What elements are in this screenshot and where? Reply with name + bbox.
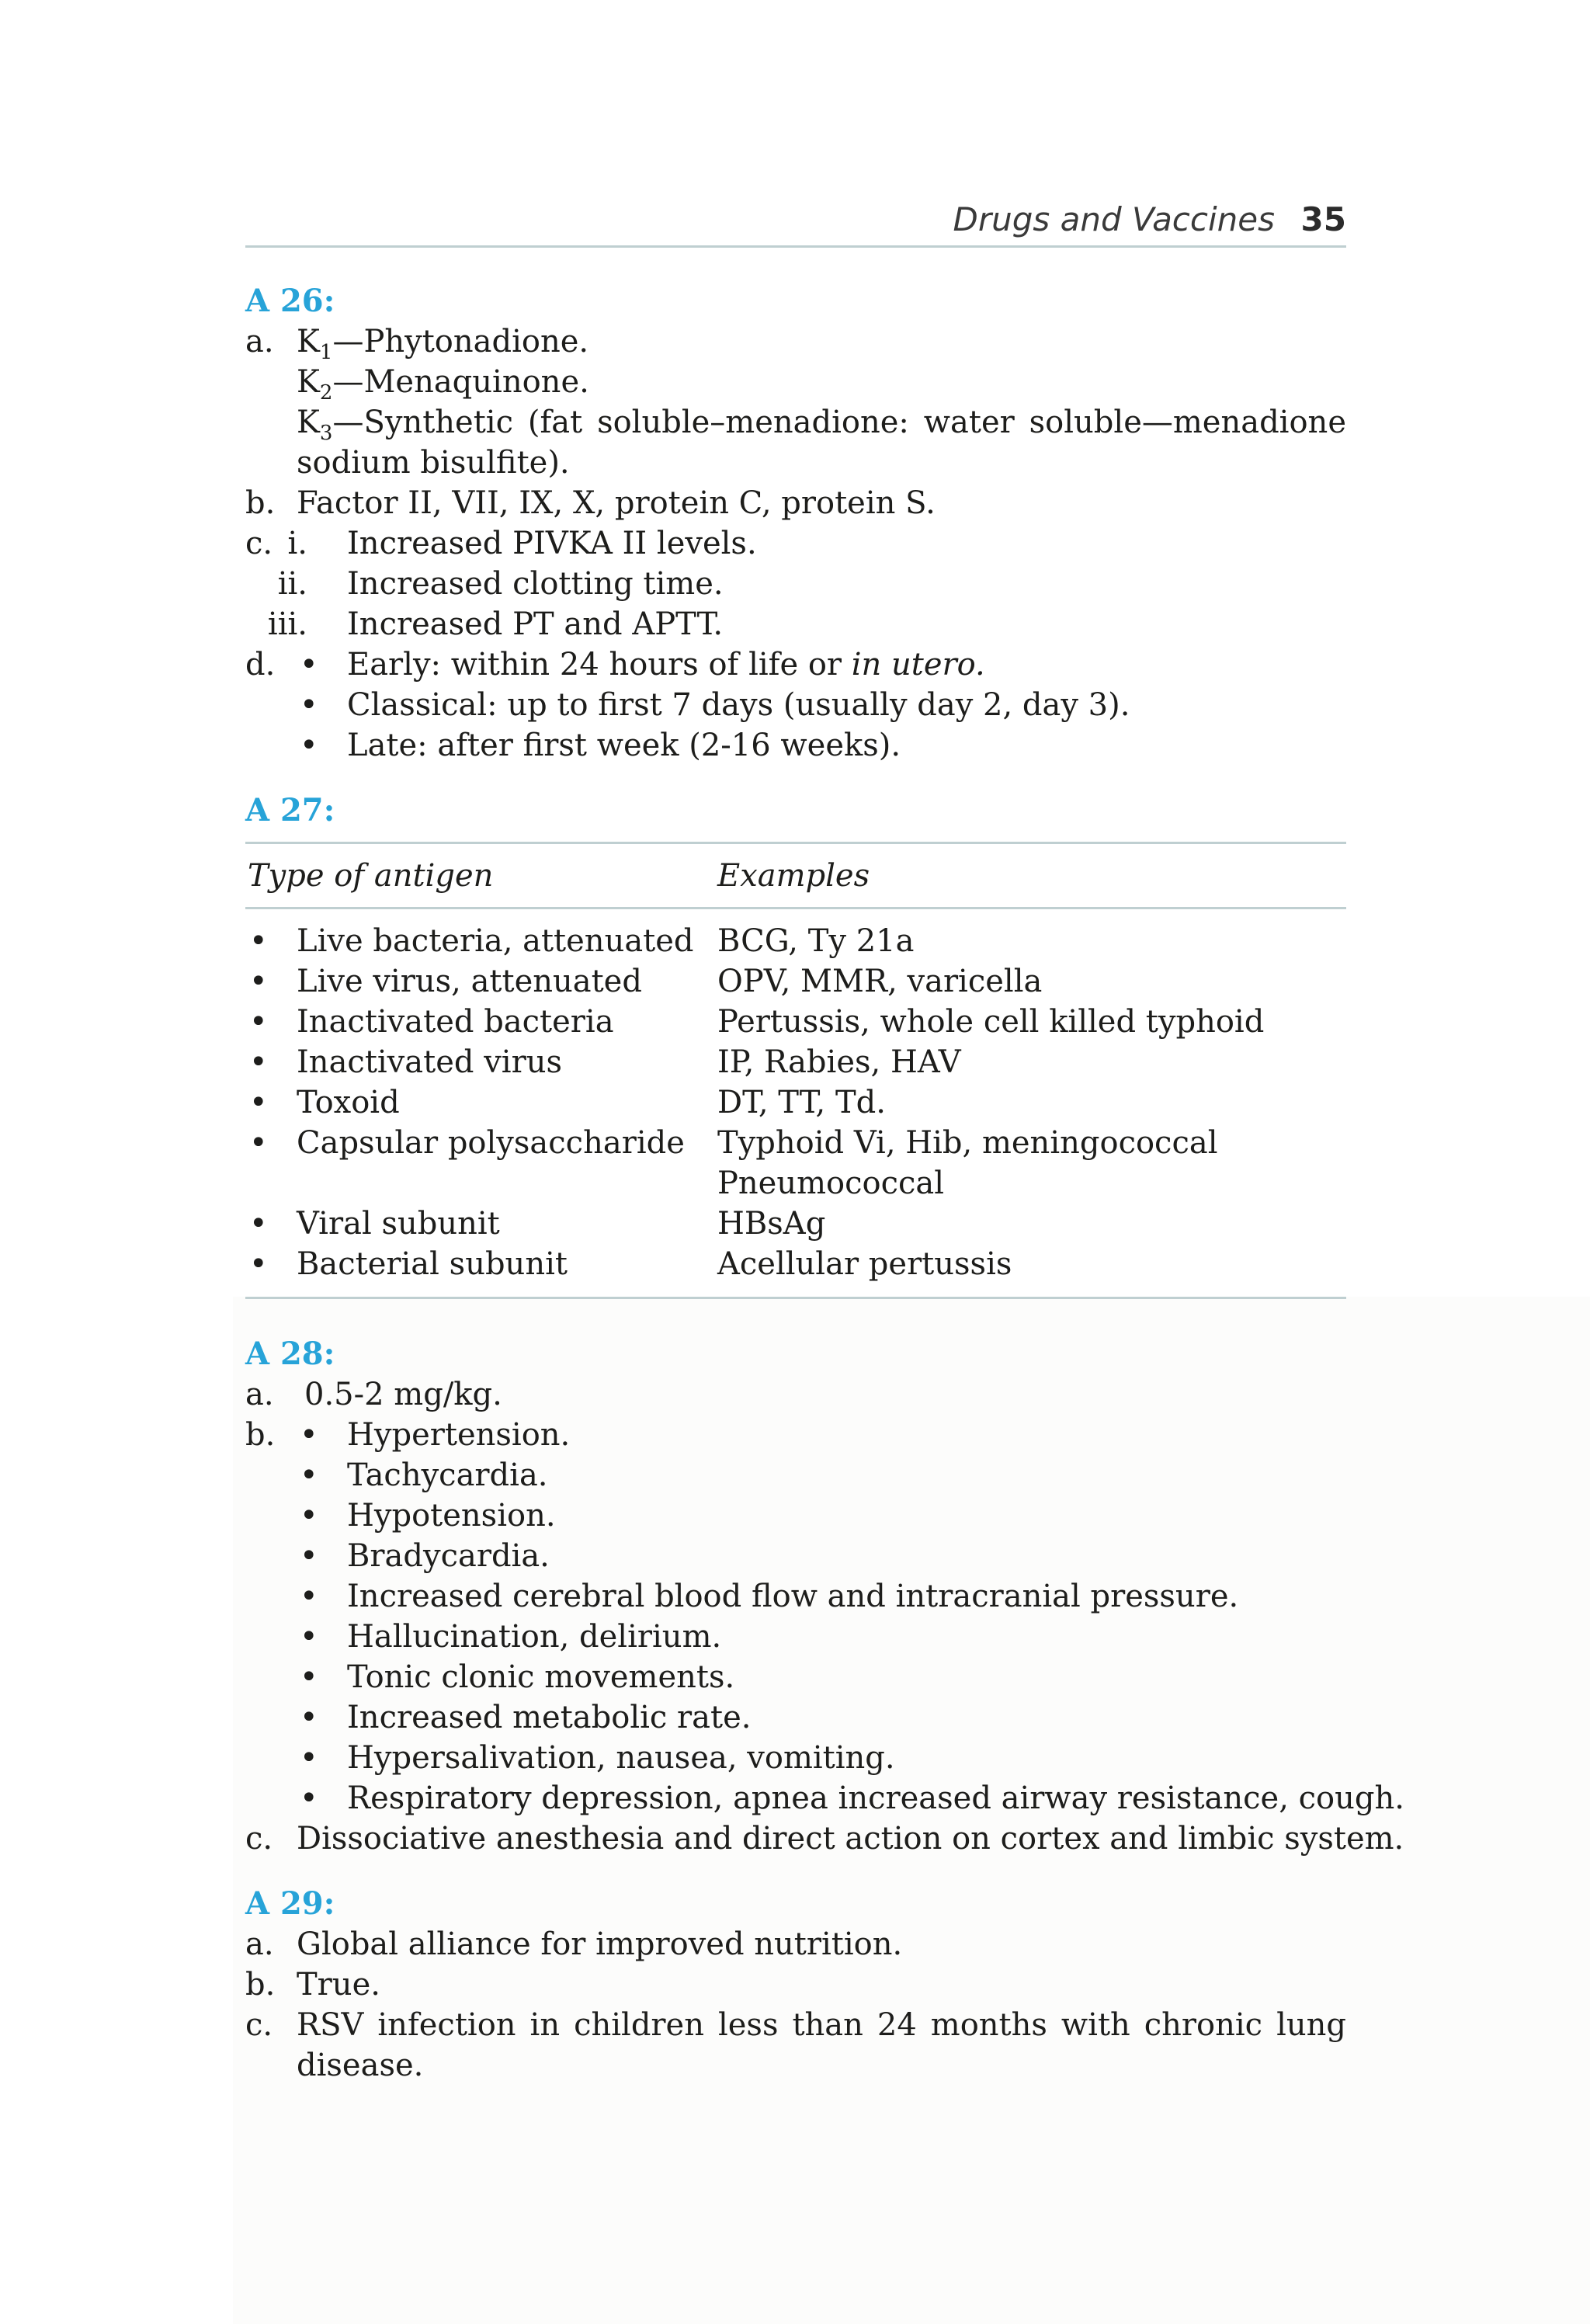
answer-heading-27: A 27:: [245, 792, 335, 829]
answer-heading-29: A 29:: [245, 1885, 335, 1922]
col-header-type: Type of antigen: [248, 858, 494, 894]
vitamin-k2: $K_2—Menaquinone$.: [297, 364, 589, 405]
table-top-rule: [245, 842, 1346, 844]
bullet: •: [300, 647, 318, 683]
table-header-rule: [245, 907, 1346, 909]
running-header: [245, 194, 1346, 248]
vitamin-k1: $K_1—Phytonadione$.: [297, 324, 589, 364]
bullet: •: [300, 728, 318, 763]
answer-heading-26: A 26:: [245, 283, 335, 319]
answer-heading-28: A 28:: [245, 1336, 335, 1372]
book-page: Drugs and Vaccines 35 A 26: a. $K_1—Phytonadione$. $K_2—Menaquinone$. $K_3—Synthetic$ (fat soluble–menadione: water soluble—menadione sodium bisulfite). b. Factor II, VII, IX, X, protein C, protein S. c. i. Increased PIVKA II levels. ii. Increased clotting time. iii. Increased PT and APTT. d. • Early: within 24 hours of life or in utero. • Classical: up to first 7 days (usually day 2, day 3). • Late: after first week (2-16 weeks). A 27: Type of antigen Examples • Live bacteria, attenuated BCG, Ty 21a • Live virus, attenuated OPV, MMR, varicella • Inactivated bacteria Pertussis, whole cell killed typhoid • Inactivated virus IP, Rabies, HAV • Toxoid DT, TT, Td. • Capsular polysaccharide Typhoid Vi, Hib, meningococcal Pneumococcal • Viral subunit HBsAg • Bacterial subunit Acellular pertussis A 28: a. 0.5-2 mg/kg. b. • Hypertension. • Tachycardia. • Hypotension. • Bradycardia. • Increased cerebral blood flow and intracranial pressure. • Hallucination, delirium. • Tonic clonic movements. • Increased metabolic rate. • Hypersalivation, nausea, vomiting. • Respiratory depression, apnea increased airway resistance, cough. c. Dissociative anesthesia and direct action on cortex and limbic system. A 29: a. Global alliance for improved nutrition. b. True. c. RSV infection in children less than 24 months with chronic lung disease.: [0, 0, 1590, 2324]
col-header-examples: Examples: [717, 858, 870, 894]
table-bottom-rule: [245, 1297, 1346, 1299]
bullet: •: [300, 687, 318, 723]
item-label: a.: [245, 324, 274, 360]
page-number: 35: [1300, 200, 1346, 238]
vitamin-k3: $K_3—Synthetic$ (fat soluble–menadione: water soluble—menadione: [297, 405, 1346, 445]
running-title: Drugs and Vaccines: [953, 200, 1275, 238]
